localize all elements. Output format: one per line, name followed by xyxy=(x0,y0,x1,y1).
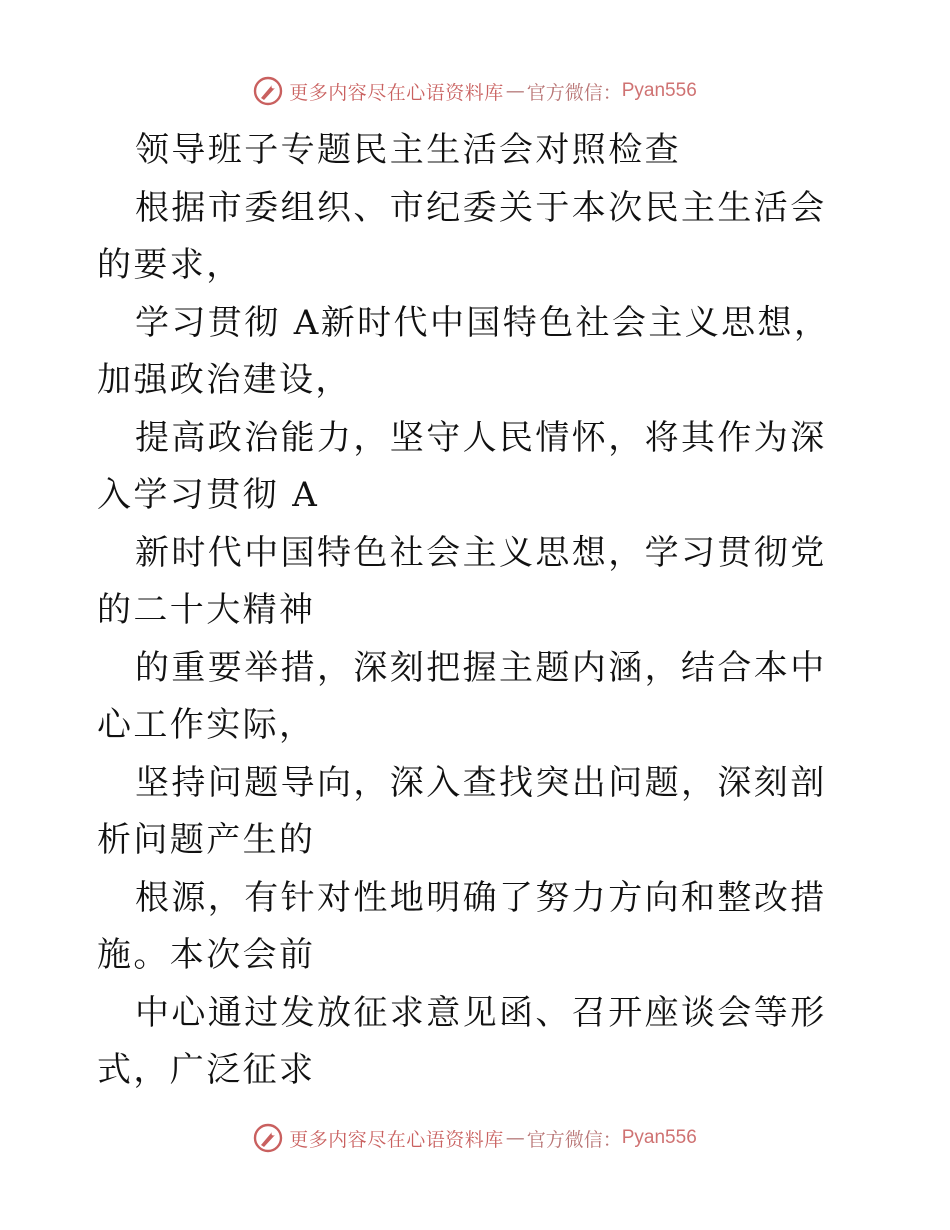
pen-nib-logo-icon xyxy=(253,1123,283,1153)
paragraph-5: 的重要举措，深刻把握主题内涵，结合本中心工作实际， xyxy=(97,647,827,745)
paragraph-7: 根源，有针对性地明确了努力方向和整改措施。本次会前 xyxy=(97,877,827,975)
watermark-account-id: Pyan556 xyxy=(621,80,697,101)
watermark-main-text: 更多内容尽在心语资料库 xyxy=(289,1128,504,1151)
document-body xyxy=(97,122,857,1100)
footer-watermark xyxy=(0,1121,950,1155)
header-watermark xyxy=(0,74,950,108)
paragraph-3: 提高政治能力，坚守人民情怀，将其作为深入学习贯彻 A xyxy=(97,417,827,515)
paragraph-8: 中心通过发放征求意见函、召开座谈会等形式，广泛征求 xyxy=(97,992,827,1090)
document-title: 领导班子专题民主生活会对照检查 xyxy=(135,130,681,170)
pen-nib-logo-icon xyxy=(253,76,283,106)
paragraph-1: 根据市委组织、市纪委关于本次民主生活会的要求， xyxy=(97,187,827,285)
watermark-dash: — xyxy=(505,1127,525,1149)
paragraph-2: 学习贯彻 A新时代中国特色社会主义思想，加强政治建设， xyxy=(97,302,831,400)
paragraph-4: 新时代中国特色社会主义思想，学习贯彻党的二十大精神 xyxy=(97,532,827,630)
watermark-account-id: Pyan556 xyxy=(621,1127,697,1148)
watermark-main-text: 更多内容尽在心语资料库 xyxy=(289,81,504,104)
watermark-dash: — xyxy=(505,80,525,102)
watermark-sub-text: 官方微信： xyxy=(526,1128,622,1151)
paragraph-6: 坚持问题导向，深入查找突出问题，深刻剖析问题产生的 xyxy=(97,762,827,860)
watermark-sub-text: 官方微信： xyxy=(526,81,622,104)
